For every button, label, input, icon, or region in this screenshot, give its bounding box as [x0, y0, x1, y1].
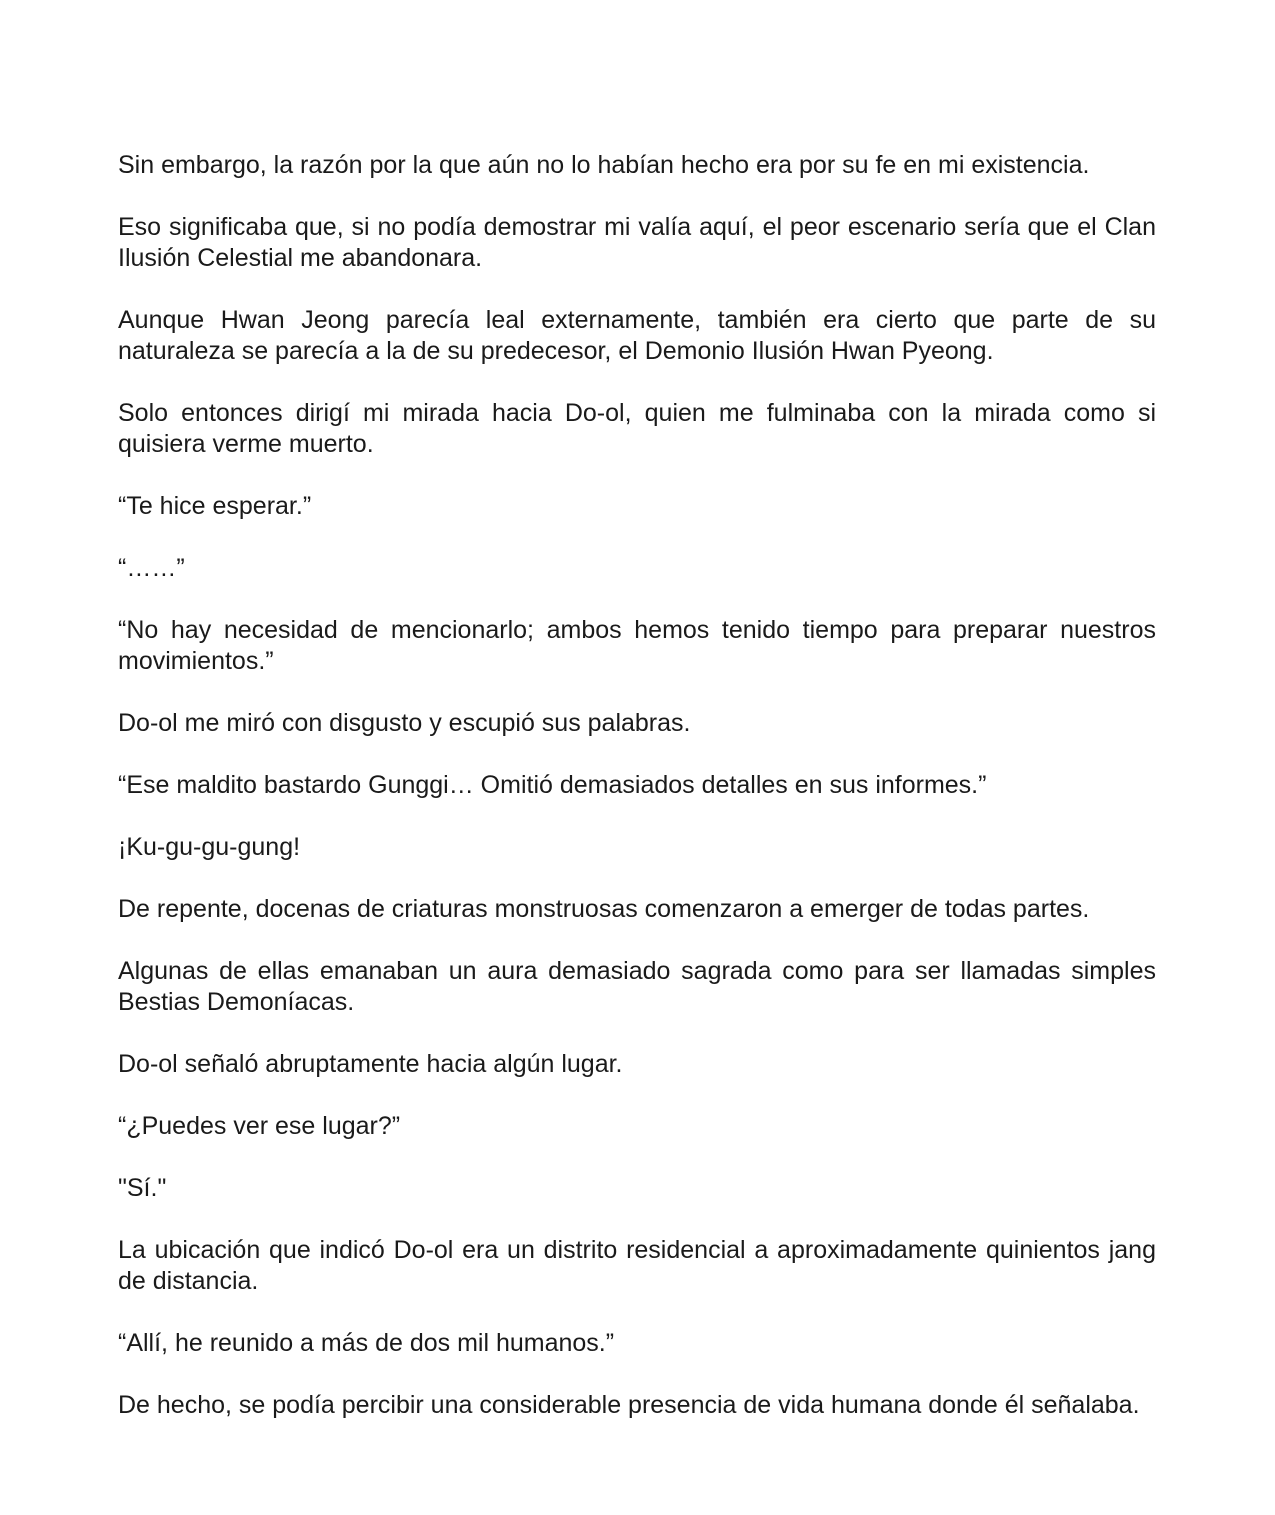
paragraph: Solo entonces dirigí mi mirada hacia Do-ol, quien me fulminaba con la mirada como si quisiera verme muerto. — [118, 399, 1156, 458]
paragraph: Sin embargo, la razón por la que aún no lo habían hecho era por su fe en mi existencia. — [118, 151, 1090, 179]
paragraph: Algunas de ellas emanaban un aura demasiado sagrada como para ser llamadas simples Bestias Demoníacas. — [118, 957, 1156, 1016]
paragraph: La ubicación que indicó Do-ol era un distrito residencial a aproximadamente quinientos jang de distancia. — [118, 1236, 1156, 1295]
paragraph: De hecho, se podía percibir una considerable presencia de vida humana donde él señalaba. — [118, 1391, 1140, 1419]
paragraph: De repente, docenas de criaturas monstruosas comenzaron a emerger de todas partes. — [118, 895, 1090, 923]
dialogue-line: "Sí." — [118, 1174, 167, 1202]
dialogue-line: “¿Puedes ver ese lugar?” — [118, 1112, 401, 1140]
paragraph: Eso significaba que, si no podía demostrar mi valía aquí, el peor escenario sería que el Clan Ilusión Celestial me abandonara. — [118, 213, 1156, 272]
dialogue-line: “Allí, he reunido a más de dos mil humanos.” — [118, 1329, 615, 1357]
document-page — [118, 150, 1156, 1452]
paragraph: Aunque Hwan Jeong parecía leal externamente, también era cierto que parte de su naturaleza se parecía a la de su predecesor, el Demonio Ilusión Hwan Pyeong. — [118, 306, 1156, 365]
dialogue-line: “……” — [118, 554, 185, 582]
dialogue-line: “Ese maldito bastardo Gunggi… Omitió demasiados detalles en sus informes.” — [118, 771, 987, 799]
dialogue-line: “No hay necesidad de mencionarlo; ambos hemos tenido tiempo para preparar nuestros movimientos.” — [118, 616, 1156, 675]
paragraph: Do-ol me miró con disgusto y escupió sus palabras. — [118, 709, 691, 737]
dialogue-line: “Te hice esperar.” — [118, 492, 312, 520]
paragraph: Do-ol señaló abruptamente hacia algún lugar. — [118, 1050, 623, 1078]
sound-effect: ¡Ku-gu-gu-gung! — [118, 833, 301, 861]
